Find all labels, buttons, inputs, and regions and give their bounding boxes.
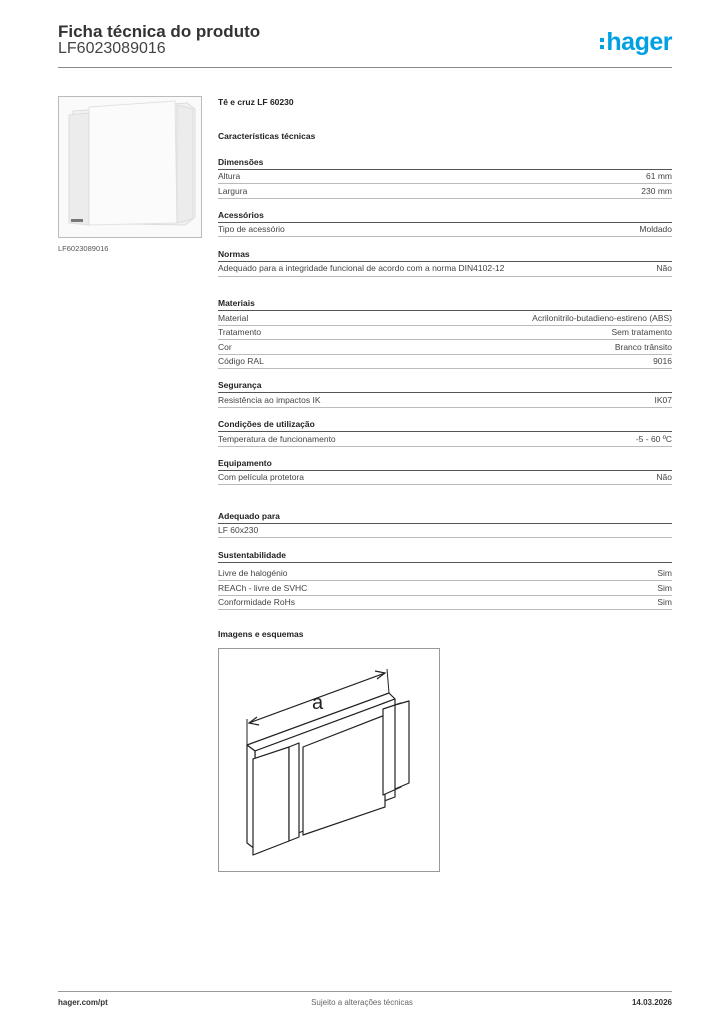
spec-value: Moldado (639, 224, 672, 234)
section-sustentabilidade: Sustentabilidade (218, 550, 672, 563)
spec-key: Tratamento (218, 327, 262, 337)
spec-value: Sim (657, 597, 672, 607)
spec-value: -5 - 60 ºC (635, 434, 672, 444)
spec-value: Não (656, 472, 672, 482)
spec-row (218, 356, 672, 369)
spec-key: Temperatura de funcionamento (218, 434, 336, 444)
footer-divider (58, 991, 672, 992)
section-condicoes: Condições de utilização (218, 419, 672, 432)
spec-value: 230 mm (641, 186, 672, 196)
spec-key: REACh - livre de SVHC (218, 583, 308, 593)
section-equipamento: Equipamento (218, 458, 672, 471)
spec-key: Resistência ao impactos IK (218, 395, 321, 405)
spec-value: Sim (657, 568, 672, 578)
product-photo-image (59, 97, 201, 237)
spec-row (218, 597, 672, 610)
technical-diagram (218, 648, 440, 872)
section-dimensoes: Dimensões (218, 157, 672, 170)
spec-value: Acrilonitrilo-butadieno-estireno (ABS) (532, 313, 672, 323)
tech-title: Características técnicas (218, 131, 316, 141)
spec-key: Adequado para a integridade funcional de acordo com a norma DIN4102-12 (218, 263, 505, 273)
spec-key: LF 60x230 (218, 525, 259, 535)
spec-row (218, 186, 672, 199)
spec-value: Sim (657, 583, 672, 593)
spec-value: Branco trânsito (614, 342, 672, 352)
spec-key: Livre de halogénio (218, 568, 288, 578)
footer-date: 14.03.2026 (631, 998, 672, 1007)
spec-row (218, 327, 672, 340)
spec-row (218, 472, 672, 485)
spec-value: Não (656, 263, 672, 273)
tee-cross-drawing (219, 649, 439, 871)
footer-website[interactable]: hager.com/pt (58, 998, 108, 1007)
photo-caption: LF6023089016 (58, 244, 109, 253)
section-normas: Normas (218, 249, 672, 262)
logo-text: hager (606, 28, 672, 56)
spec-row (218, 342, 672, 355)
product-name: Tê e cruz LF 60230 (218, 97, 294, 107)
spec-row (218, 263, 672, 277)
spec-row (218, 568, 672, 581)
spec-value: 9016 (653, 356, 672, 366)
spec-key: Com película protetora (218, 472, 304, 482)
section-materiais: Materiais (218, 298, 672, 311)
spec-row (218, 313, 672, 326)
spec-key: Conformidade RoHs (218, 597, 296, 607)
section-acessorios: Acessórios (218, 210, 672, 223)
images-title: Imagens e esquemas (218, 629, 304, 639)
footer-disclaimer: Sujeito a alterações técnicas (311, 998, 413, 1007)
spec-key: Tipo de acessório (218, 224, 285, 234)
spec-key: Cor (218, 342, 232, 352)
spec-key: Código RAL (218, 356, 264, 366)
spec-row (218, 224, 672, 237)
dimension-label-a: a (312, 692, 324, 714)
spec-value: 61 mm (646, 171, 672, 181)
spec-row (218, 434, 672, 447)
spec-key: Largura (218, 186, 248, 196)
spec-row (218, 583, 672, 596)
section-seguranca: Segurança (218, 380, 672, 393)
spec-key: Material (218, 313, 249, 323)
product-code: LF6023089016 (58, 40, 166, 57)
spec-row (218, 525, 672, 538)
spec-value: Sem tratamento (611, 327, 672, 337)
document-title: Ficha técnica do produto (58, 22, 261, 41)
spec-row (218, 395, 672, 408)
spec-value: IK07 (654, 395, 672, 405)
product-photo (58, 96, 202, 238)
spec-key: Altura (218, 171, 241, 181)
section-adequado: Adequado para (218, 511, 672, 524)
spec-row (218, 171, 672, 184)
